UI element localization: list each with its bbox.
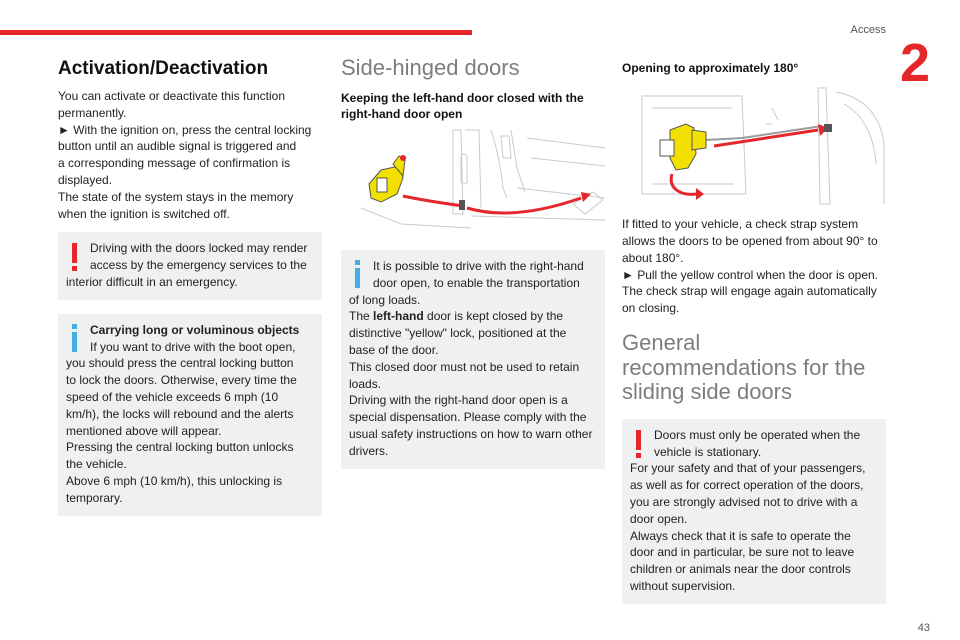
yellow-lock-illustration — [341, 128, 605, 240]
text-line: temporary. — [66, 490, 123, 505]
text-line: the vehicle. — [66, 457, 127, 472]
text-line: door and in particular, be sure not to leave — [630, 545, 855, 560]
page-number: 43 — [917, 622, 930, 634]
section-title: Access — [850, 24, 886, 36]
text-fragment: door is kept closed by the — [423, 309, 564, 324]
text-line: allows the doors to be opened from about 90° to — [622, 233, 878, 248]
column-side-hinged-doors — [341, 56, 605, 469]
text-line: door open, to enable the transportation — [373, 275, 580, 290]
warning-icon — [635, 430, 643, 460]
check-strap-paragraph — [622, 216, 886, 317]
text-line: distinctive "yellow" lock, positioned at the — [349, 326, 567, 341]
text-line: displayed. — [58, 172, 113, 187]
text-line: Always check that it is safe to operate the — [630, 528, 851, 543]
text-bold: left-hand — [373, 309, 424, 324]
text-line: Doors must only be operated when the — [654, 427, 861, 442]
text-line: button until an audible signal is triggered and — [58, 139, 297, 154]
subheading-opening-180: Opening to approximately 180° — [622, 61, 799, 75]
chapter-number: 2 — [899, 33, 930, 93]
text-line: a corresponding message of confirmation is — [58, 156, 291, 171]
text-fragment: The — [349, 309, 374, 324]
text-line: base of the door. — [349, 342, 439, 357]
text-line: Driving with the doors locked may render — [90, 241, 308, 256]
text-line: recommendations for the — [622, 354, 866, 380]
text-line: sliding side doors — [622, 379, 792, 405]
check-strap-handle — [660, 124, 706, 170]
text-line: about 180°. — [622, 250, 684, 265]
text-line: General — [622, 329, 701, 355]
text-line: door open. — [630, 511, 688, 526]
text-line: Driving with the right-hand door open is a — [349, 393, 568, 408]
warning-box-locked-doors — [58, 232, 322, 299]
text-line: Pressing the central locking button unlocks — [66, 440, 294, 455]
heading-activation: Activation/Deactivation — [58, 58, 269, 79]
activation-paragraph — [58, 88, 322, 222]
text-line: You can activate or deactivate this function — [58, 89, 286, 103]
lock-handle-shape — [369, 155, 406, 202]
text-line: to lock the doors. Otherwise, every time the — [66, 373, 297, 388]
text-line: loads. — [349, 376, 382, 391]
text-line: without supervision. — [630, 579, 736, 594]
text-line: access by the emergency services to the — [90, 258, 307, 273]
check-strap-illustration — [622, 84, 886, 208]
heading-general-recommendations — [622, 331, 886, 405]
info-heading: Carrying long or voluminous objects — [90, 322, 300, 337]
column-activation — [58, 56, 322, 516]
text-line: The check strap will engage again automatically — [622, 284, 877, 299]
text-line: children or animals near the door controls — [630, 562, 851, 577]
text-line: mentioned above will appear. — [66, 423, 222, 438]
text-line: permanently. — [58, 105, 127, 120]
text-line: Keeping the left-hand door closed with the — [341, 90, 584, 105]
text-line: Above 6 mph (10 km/h), this unlocking is — [66, 473, 283, 488]
heading-side-hinged-doors: Side-hinged doors — [341, 55, 520, 80]
text-line: If you want to drive with the boot open, — [90, 339, 296, 354]
text-line: usual safety instructions on how to warn other — [349, 426, 593, 441]
text-line: interior difficult in an emergency. — [66, 274, 238, 289]
text-line: This closed door must not be used to retain — [349, 359, 580, 374]
text-line: For your safety and that of your passengers, — [630, 461, 866, 476]
text-line: of long loads. — [349, 292, 421, 307]
subheading-left-door-closed — [341, 90, 605, 122]
text-line: vehicle is stationary. — [654, 444, 762, 459]
info-box-voluminous-objects — [58, 314, 322, 516]
info-icon — [71, 324, 79, 356]
column-opening-180 — [622, 56, 886, 604]
info-icon — [354, 260, 362, 292]
text-line: on closing. — [622, 301, 680, 316]
text-line: It is possible to drive with the right-hand — [373, 259, 584, 273]
text-line: right-hand door open — [341, 106, 463, 121]
text-line: speed of the vehicle exceeds 6 mph (10 — [66, 389, 279, 404]
text-line-left-hand — [349, 308, 597, 325]
info-box-right-door-open — [341, 250, 605, 469]
text-line: km/h), the locks will rebound and the alerts — [66, 406, 294, 421]
warning-icon — [71, 243, 79, 273]
text-line: you are strongly advised not to drive with a — [630, 495, 858, 510]
header-accent-bar — [0, 30, 472, 35]
text-line: special dispensation. Please comply with the — [349, 410, 587, 425]
text-line: If fitted to your vehicle, a check strap system — [622, 217, 859, 232]
text-line: ► With the ignition on, press the central locking — [58, 122, 312, 137]
text-line: you should press the central locking button — [66, 356, 294, 371]
warning-box-sliding-doors — [622, 419, 886, 604]
text-line: ► Pull the yellow control when the door is open. — [622, 267, 879, 282]
text-line: drivers. — [349, 443, 389, 458]
text-line: The state of the system stays in the memory — [58, 189, 294, 204]
text-line: when the ignition is switched off. — [58, 206, 230, 221]
text-line: as well as for correct operation of the doors, — [630, 478, 864, 493]
